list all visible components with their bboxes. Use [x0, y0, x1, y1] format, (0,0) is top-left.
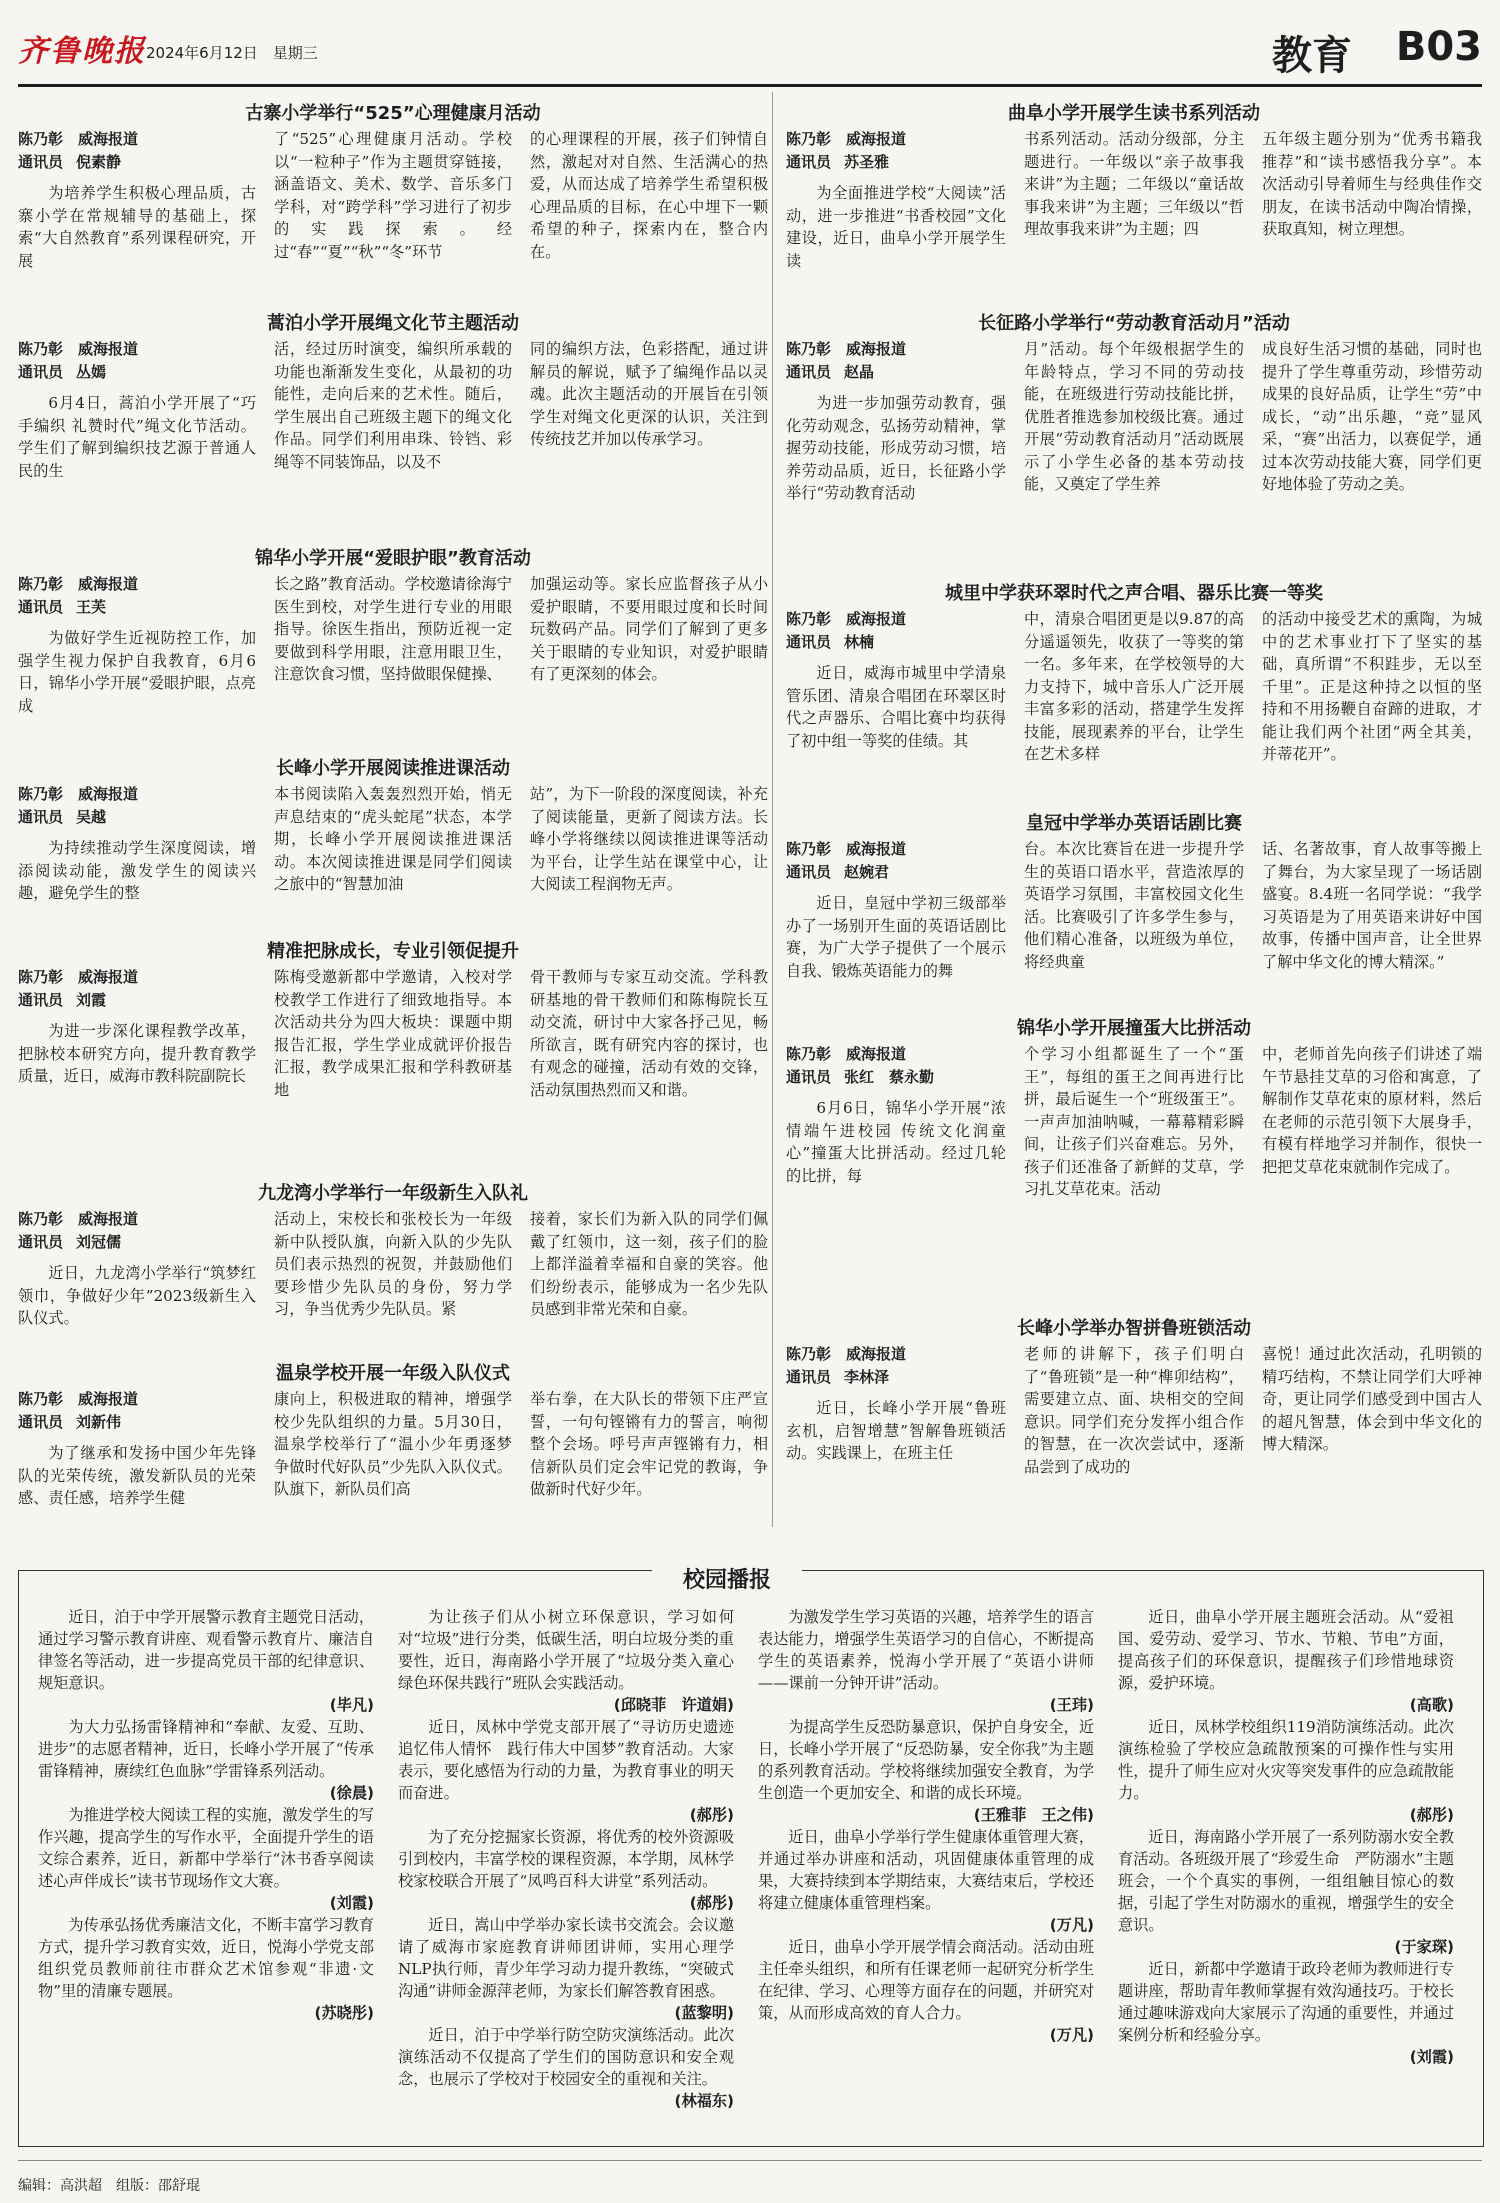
- article-column-1: [786, 838, 1006, 982]
- article-headline: 长峰小学开展阅读推进课活动: [276, 758, 510, 779]
- byline-reporter: 陈乃彰 威海报道: [18, 575, 139, 593]
- article-headline: 温泉学校开展一年级入队仪式: [276, 1363, 510, 1384]
- byline-correspondent: 通讯员 赵晶: [786, 363, 875, 381]
- article: [786, 1315, 1482, 1545]
- byline-reporter: 陈乃彰 威海报道: [786, 1345, 907, 1363]
- article-text: 近日，威海市城里中学清泉管乐团、清泉合唱团在环翠区时代之声器乐、合唱比赛中均获得了初中组一等奖的佳绩。其: [786, 664, 1006, 750]
- article-column-2: 康向上，积极进取的精神，增强学校少先队组织的力量。5月30日，温泉学校举行了“温小少年勇逐梦 争做时代好队员”少先队入队仪式。队旗下，新队员们高: [274, 1390, 512, 1498]
- article-text: 为持续推动学生深度阅读，增添阅读动能，激发学生的阅读兴趣，避免学生的整: [18, 839, 256, 902]
- article-headline: 古寨小学举行“525”心理健康月活动: [245, 103, 541, 124]
- article-text: 为全面推进学校“大阅读”活动，进一步推进“书香校园”文化建设，近日，曲阜小学开展学生读: [786, 184, 1006, 270]
- newspaper-logo: 齐鲁晚报: [18, 34, 146, 69]
- article-column-2: 活，经过历时演变，编织所承载的功能也渐渐发生变化，从最初的功能性，走向后来的艺术性。随后，学生展出自己班级主题下的绳文化作品。同学们利用串珠、铃铛、彩绳等不同装饰品，以及不: [274, 340, 512, 471]
- article-column-2: 了“525”心理健康月活动。学校以“一粒种子”作为主题贯穿链接，涵盖语文、美术、数学、音乐多门学科，对“跨学科”学习进行了初步的实践探索。经过“春”“夏”“秋”“冬”环节: [274, 130, 512, 261]
- news-signature: (万凡): [1049, 1916, 1094, 1934]
- byline-correspondent: 通讯员 李林泽: [786, 1368, 890, 1386]
- campus-news-title: 校园播报: [652, 1563, 802, 1594]
- article-column-2: 老师的讲解下，孩子们明白了“鲁班锁”是一种“榫卯结构”，需要建立点、面、块相交的空间意识。同学们充分发挥小组合作的智慧，在一次次尝试中，逐渐品尝到了成功的: [1024, 1345, 1244, 1476]
- article-headline: 精准把脉成长，专业引领促提升: [267, 941, 519, 962]
- article: [18, 100, 768, 310]
- article-column-1: [18, 783, 256, 905]
- news-brief: 近日，泊于中学开展警示教育主题党日活动，通过学习警示教育讲座、观看警示教育片、廉洁自律签名等活动，进一步提高党员干部的纪律意识、规矩意识。: [38, 1608, 374, 1692]
- campus-news-column: [758, 1606, 1094, 2146]
- article: [18, 310, 768, 550]
- article: [18, 545, 768, 745]
- news-brief: 为提高学生反恐防暴意识，保护自身安全，近日，长峰小学开展了“反恐防暴，安全你我”为主题的系列教育活动。学校将继续加强安全教育，为学生创造一个更加安全、和谐的成长环境。: [758, 1718, 1094, 1802]
- news-brief: 为传承弘扬优秀廉洁文化，不断丰富学习教育方式，提升学习教育实效，近日，悦海小学党支部组织党员教师前往市群众艺术馆参观“非遗·文物”里的清廉专题展。: [38, 1916, 374, 2000]
- news-brief: 近日，海南路小学开展了一系列防溺水安全教育活动。各班级开展了“珍爱生命 严防溺水”主题班会，一个个真实的事例，一组组触目惊心的数据，引起了学生对防溺水的重视，增强学生的安全意识。: [1118, 1828, 1454, 1934]
- article-column-3: 的心理课程的开展，孩子们钟情自然，激起对对自然、生活满心的热爱，从而达成了培养学生希望积极心理品质的目标，在心中埋下一颗希望的种子，探索内在，整合内在。: [530, 130, 768, 261]
- editor-credits: 编辑：高洪超 组版：邵舒琨: [18, 2178, 200, 2194]
- byline-correspondent: 通讯员 丛嫣: [18, 363, 107, 381]
- article-column-2: 陈梅受邀新都中学邀请，入校对学校教学工作进行了细致地指导。本次活动共分为四大板块：课题中期报告汇报，学生学业成就评价报告汇报，教学成果汇报和学科教研基地: [274, 968, 512, 1099]
- article-column-3: 举右拳，在大队长的带领下庄严宣誓，一句句铿锵有力的誓言，响彻整个会场。呼号声声铿锵有力，相信新队员们定会牢记党的教诲，争做新时代好少年。: [530, 1390, 768, 1498]
- article-column-1: [786, 1343, 1006, 1478]
- byline-reporter: 陈乃彰 威海报道: [786, 130, 907, 148]
- article-column-3: 成良好生活习惯的基础，同时也提升了学生尊重劳动，珍惜劳动成果的良好品质，让学生“劳”中成长，“动”出乐趣，“竞”显风采，“赛”出活力，以赛促学，通过本次劳动技能大赛，同学们更好地体验了劳动之美。: [1262, 340, 1482, 493]
- news-signature: (苏晓彤): [314, 2004, 374, 2022]
- article-text: 为了继承和发扬中国少年先锋队的光荣传统，激发新队员的光荣感、责任感，培养学生健: [18, 1444, 256, 1507]
- byline-reporter: 陈乃彰 威海报道: [786, 340, 907, 358]
- news-signature: (毕凡): [329, 1696, 374, 1714]
- article-column-2: 中，清泉合唱团更是以9.87的高分遥遥领先，收获了一等奖的第一名。多年来，在学校领导的大力支持下，城中音乐人广泛开展丰富多彩的活动，搭建学生发挥技能，展现素养的平台，让学生在艺术多样: [1024, 610, 1244, 763]
- article-column-2: 个学习小组都诞生了一个“蛋王”，每组的蛋王之间再进行比拼，最后诞生一个“班级蛋王”。一声声加油呐喊，一幕幕精彩瞬间，让孩子们兴奋难忘。另外，孩子们还准备了新鲜的艾草，学习扎艾草花束。活动: [1024, 1045, 1244, 1198]
- byline-correspondent: 通讯员 刘冠儒: [18, 1233, 122, 1251]
- article-column-3: 话、名著故事，育人故事等搬上了舞台，为大家呈现了一场话剧盛宴。8.4班一名同学说：“我学习英语是为了用英语来讲好中国故事，传播中国声音，让全世界了解中华文化的博大精深。”: [1262, 840, 1482, 971]
- article-column-2: 本书阅读陷入轰轰烈烈开始，悄无声息结束的“虎头蛇尾”状态，本学期，长峰小学开展阅读推进课活动。本次阅读推进课是同学们阅读之旅中的“智慧加油: [274, 785, 512, 893]
- news-brief: 近日，凤林中学党支部开展了“寻访历史遗迹 追忆伟人情怀 践行伟大中国梦”教育活动。大家表示，要化感悟为行动的力量，为教育事业的明天而奋进。: [398, 1718, 750, 1802]
- article-column-1: [786, 608, 1006, 766]
- article: [18, 1360, 768, 1555]
- byline-correspondent: 通讯员 林楠: [786, 633, 875, 651]
- article: [18, 938, 768, 1148]
- campus-news-column: [398, 1606, 750, 2146]
- article-column-2: 月”活动。每个年级根据学生的年龄特点，学习不同的劳动技能，在班级进行劳动技能比拼，优胜者推选参加校级比赛。通过开展“劳动教育活动月”活动既展示了小学生必备的基本劳动技能，又奠定了学生养: [1024, 340, 1244, 493]
- article-text: 近日，长峰小学开展“鲁班玄机，启智增慧”智解鲁班锁活动。实践课上，在班主任: [786, 1399, 1006, 1462]
- article-headline: 皇冠中学举办英语话剧比赛: [1026, 813, 1242, 834]
- page-header: [18, 0, 1482, 82]
- news-signature: (郝彤): [1409, 1806, 1454, 1824]
- article-column-1: [18, 1208, 256, 1330]
- article: [18, 1180, 768, 1360]
- article: [786, 100, 1482, 310]
- article: [786, 810, 1482, 1015]
- article-column-2: 活动上，宋校长和张校长为一年级新中队授队旗，向新入队的少先队员们表示热烈的祝贺，并鼓励他们要珍惜少先队员的身份，努力学习，争当优秀少先队员。紧: [274, 1210, 512, 1318]
- campus-news-column: [1118, 1606, 1454, 2146]
- news-signature: (郝彤): [689, 1894, 734, 1912]
- article-headline: 锦华小学开展“爱眼护眼”教育活动: [255, 548, 531, 569]
- byline-correspondent: 通讯员 刘新伟: [18, 1413, 122, 1431]
- article-column-3: 加强运动等。家长应监督孩子从小爱护眼睛，不要用眼过度和长时间玩数码产品。同学们了解到了更多关于眼睛的专业知识，对爱护眼睛有了更深刻的体会。: [530, 575, 768, 683]
- byline-correspondent: 通讯员 张红 蔡永勤: [786, 1068, 935, 1086]
- article: [18, 755, 768, 935]
- news-brief: 为了充分挖掘家长资源，将优秀的校外资源吸引到校内，丰富学校的课程资源，本学期，凤林学校家校联合开展了“凤鸣百科大讲堂”系列活动。: [398, 1828, 734, 1890]
- article-column-1: [18, 1388, 256, 1510]
- campus-news-column: [38, 1606, 390, 2146]
- article-column-3: 骨干教师与专家互动交流。学科教研基地的骨干教师们和陈梅院长互动交流，研讨中大家各抒己见，畅所欲言，既有研究内容的探讨，也有观念的碰撞，活动有效的交锋，活动氛围热烈而又和谐。: [530, 968, 768, 1099]
- byline-correspondent: 通讯员 吴越: [18, 808, 107, 826]
- article: [786, 310, 1482, 570]
- article-headline: 曲阜小学开展学生读书系列活动: [1008, 103, 1260, 124]
- byline-reporter: 陈乃彰 威海报道: [18, 130, 139, 148]
- news-signature: (邱晓菲 许道娟): [613, 1696, 734, 1714]
- byline-correspondent: 通讯员 苏圣雅: [786, 153, 890, 171]
- article-text: 6月4日，蒿泊小学开展了“巧手编织 礼赞时代”绳文化节活动。学生们了解到编织技艺源于普通人民的生: [18, 394, 256, 480]
- article-column-1: [18, 128, 256, 272]
- article-column-3: 中，老师首先向孩子们讲述了端午节悬挂艾草的习俗和寓意，了解制作艾草花束的原材料，然后在老师的示范引领下大展身手，有模有样地学习并制作，很快一把把艾草花束就制作完成了。: [1262, 1045, 1482, 1176]
- byline-reporter: 陈乃彰 威海报道: [18, 1390, 139, 1408]
- article-text: 近日，九龙湾小学举行“筑梦红领巾，争做好少年”2023级新生入队仪式。: [18, 1264, 256, 1327]
- article: [786, 1015, 1482, 1315]
- header-rule: [18, 84, 1482, 87]
- news-signature: (高歌): [1409, 1696, 1454, 1714]
- article-column-1: [786, 1043, 1006, 1201]
- byline-correspondent: 通讯员 王芙: [18, 598, 107, 616]
- news-brief: 为推进学校大阅读工程的实施，激发学生的写作兴趣，提高学生的写作水平，全面提升学生的语文综合素养，近日，新都中学举行“沐书香享阅读 述心声伴成长”读书节现场作文大赛。: [38, 1806, 390, 1890]
- article-column-3: 喜悦！通过此次活动，孔明锁的精巧结构，不禁让同学们大呼神奇，更让同学们感受到中国古人的超凡智慧，体会到中华文化的博大精深。: [1262, 1345, 1482, 1453]
- article-column-3: 站”，为下一阶段的深度阅读，补充了阅读能量，更新了阅读方法。长峰小学将继续以阅读推进课等活动为平台，让学生站在课堂中心，让大阅读工程润物无声。: [530, 785, 768, 893]
- article-column-3: 的活动中接受艺术的熏陶，为城中的艺术事业打下了坚实的基础，真所谓“不积跬步，无以至千里”。正是这种持之以恒的坚持和不用扬鞭自奋蹄的进取，才能让我们两个社团“两全其美，并蒂花开”。: [1262, 610, 1482, 763]
- article-headline: 锦华小学开展撞蛋大比拼活动: [1017, 1018, 1251, 1039]
- byline-reporter: 陈乃彰 威海报道: [18, 785, 139, 803]
- news-signature: (刘霞): [329, 1894, 374, 1912]
- byline-correspondent: 通讯员 刘霞: [18, 991, 107, 1009]
- article-column-2: 长之路”教育活动。学校邀请徐海宁医生到校，对学生进行专业的用眼指导。徐医生指出，预防近视一定要做到科学用眼，注意用眼卫生，注意饮食习惯，坚持做眼保健操、: [274, 575, 512, 683]
- news-signature: (林福东): [674, 2092, 734, 2110]
- news-brief: 近日，曲阜小学举行学生健康体重管理大赛，并通过举办讲座和活动，巩固健康体重管理的成果，大赛持续到本学期结束，大赛结束后，学校还将建立健康体重管理档案。: [758, 1828, 1094, 1912]
- article-column-2: 台。本次比赛旨在进一步提升学生的英语口语水平，营造浓厚的英语学习氛围，丰富校园文化生活。比赛吸引了许多学生参与，他们精心准备，以班级为单位，将经典童: [1024, 840, 1244, 971]
- article-column-1: [786, 128, 1006, 272]
- news-signature: (万凡): [1049, 2026, 1094, 2044]
- news-brief: 近日，曲阜小学开展学情会商活动。活动由班主任牵头组织，和所有任课老师一起研究分析学生在纪律、学习、心理等方面存在的问题，并研究对策，从而形成高效的育人合力。: [758, 1938, 1094, 2022]
- article-text: 为培养学生积极心理品质，古寨小学在常规辅导的基础上，探索“大自然教育”系列课程研究，开展: [18, 184, 256, 270]
- news-signature: (刘霞): [1409, 2048, 1454, 2066]
- news-signature: (蓝黎明): [674, 2004, 734, 2022]
- news-signature: (郝彤): [689, 1806, 734, 1824]
- news-brief: 近日，新都中学邀请于政玲老师为教师进行专题讲座，帮助青年教师掌握有效沟通技巧。于校长通过趣味游戏向大家展示了沟通的重要性，并通过案例分析和经验分享。: [1118, 1960, 1454, 2044]
- article-column-3: 接着，家长们为新入队的同学们佩戴了红领巾，这一刻，孩子们的脸上都洋溢着幸福和自豪的笑容。他们纷纷表示，能够成为一名少先队员感到非常光荣和自豪。: [530, 1210, 768, 1318]
- byline-reporter: 陈乃彰 威海报道: [786, 610, 907, 628]
- article-text: 6月6日，锦华小学开展“浓情端午进校园 传统文化润童心”撞蛋大比拼活动。经过几轮的比拼，每: [786, 1099, 1006, 1185]
- byline-reporter: 陈乃彰 威海报道: [18, 340, 139, 358]
- article-text: 为进一步深化课程教学改革，把脉校本研究方向，提升教育教学质量，近日，威海市教科院副院长: [18, 1022, 256, 1085]
- news-brief: 为激发学生学习英语的兴趣，培养学生的语言表达能力，增强学生英语学习的自信心，不断提高学生的英语素养，悦海小学开展了“英语小讲师——课前一分钟开讲”活动。: [758, 1608, 1094, 1692]
- article-text: 近日，皇冠中学初三级部举办了一场别开生面的英语话剧比赛，为广大学子提供了一个展示自我、锻炼英语能力的舞: [786, 894, 1006, 980]
- article-column-1: [18, 338, 256, 482]
- column-divider: [772, 92, 773, 1527]
- article-column-3: 五年级主题分别为“优秀书籍我推荐”和“读书感悟我分享”。本次活动引导着师生与经典佳作交朋友，在读书活动中陶冶情操，获取真知，树立理想。: [1262, 130, 1482, 238]
- byline-correspondent: 通讯员 倪素静: [18, 153, 122, 171]
- news-brief: 近日，曲阜小学开展主题班会活动。从“爱祖国、爱劳动、爱学习、节水、节粮、节电”方面，提高孩子们的环保意识，提醒孩子们珍惜地球资源，爱护环境。: [1118, 1608, 1454, 1692]
- article-column-1: [18, 966, 256, 1101]
- section-name: 教育: [1272, 33, 1352, 79]
- news-signature: (王玮): [1049, 1696, 1094, 1714]
- page-number: B03: [1395, 24, 1482, 70]
- article-column-1: [18, 573, 256, 717]
- article-headline: 城里中学获环翠时代之声合唱、器乐比赛一等奖: [945, 583, 1323, 604]
- article: [786, 580, 1482, 810]
- article-text: 为做好学生近视防控工作，加强学生视力保护自我教育，6月6日，锦华小学开展“爱眼护眼，点亮成: [18, 629, 256, 715]
- article-headline: 蒿泊小学开展绳文化节主题活动: [267, 313, 519, 334]
- footer-rule: [18, 2160, 1482, 2161]
- byline-reporter: 陈乃彰 威海报道: [786, 840, 907, 858]
- article-text: 为进一步加强劳动教育，强化劳动观念，弘扬劳动精神，掌握劳动技能，形成劳动习惯，培养劳动品质，近日，长征路小学举行“劳动教育活动: [786, 394, 1006, 502]
- news-brief: 为大力弘扬雷锋精神和“奉献、友爱、互助、进步”的志愿者精神，近日，长峰小学开展了“传承雷锋精神，赓续红色血脉”学雷锋系列活动。: [38, 1718, 374, 1780]
- article-headline: 长征路小学举行“劳动教育活动月”活动: [978, 313, 1290, 334]
- news-brief: 为让孩子们从小树立环保意识，学习如何对“垃圾”进行分类，低碳生活，明白垃圾分类的重要性，近日，海南路小学开展了“垃圾分类入童心 绿色环保共践行”班队会实践活动。: [398, 1608, 750, 1692]
- article-headline: 九龙湾小学举行一年级新生入队礼: [258, 1183, 528, 1204]
- news-brief: 近日，泊于中学举行防空防灾演练活动。此次演练活动不仅提高了学生们的国防意识和安全观念，也展示了学校对于校园安全的重视和关注。: [398, 2026, 734, 2088]
- article-column-2: 书系列活动。活动分级部，分主题进行。一年级以“亲子故事我来讲”为主题；二年级以“童话故事我来讲”为主题；三年级以“哲理故事我来讲”为主题；四: [1024, 130, 1244, 238]
- news-signature: (于家琛): [1394, 1938, 1454, 1956]
- byline-reporter: 陈乃彰 威海报道: [18, 1210, 139, 1228]
- news-signature: (徐晨): [329, 1784, 374, 1802]
- article-column-3: 同的编织方法，色彩搭配，通过讲解员的解说，赋予了编绳作品以灵魂。此次主题活动的开展旨在引领学生对绳文化更深的认识，关注到传统技艺并加以传承学习。: [530, 340, 768, 448]
- byline-reporter: 陈乃彰 威海报道: [18, 968, 139, 986]
- news-brief: 近日，凤林学校组织119消防演练活动。此次演练检验了学校应急疏散预案的可操作性与实用性，提升了师生应对火灾等突发事件的应急疏散能力。: [1118, 1718, 1454, 1802]
- issue-date: 2024年6月12日 星期三: [146, 44, 318, 62]
- article-column-1: [786, 338, 1006, 505]
- news-signature: (王雅菲 王之伟): [973, 1806, 1094, 1824]
- byline-reporter: 陈乃彰 威海报道: [786, 1045, 907, 1063]
- byline-correspondent: 通讯员 赵婉君: [786, 863, 890, 881]
- news-brief: 近日，嵩山中学举办家长读书交流会。会议邀请了威海市家庭教育讲师团讲师，实用心理学NLP执行师，青少年学习动力提升教练，“突破式沟通”讲师金源萍老师，为家长们解答教育困惑。: [398, 1916, 734, 2000]
- article-headline: 长峰小学举办智拼鲁班锁活动: [1017, 1318, 1251, 1339]
